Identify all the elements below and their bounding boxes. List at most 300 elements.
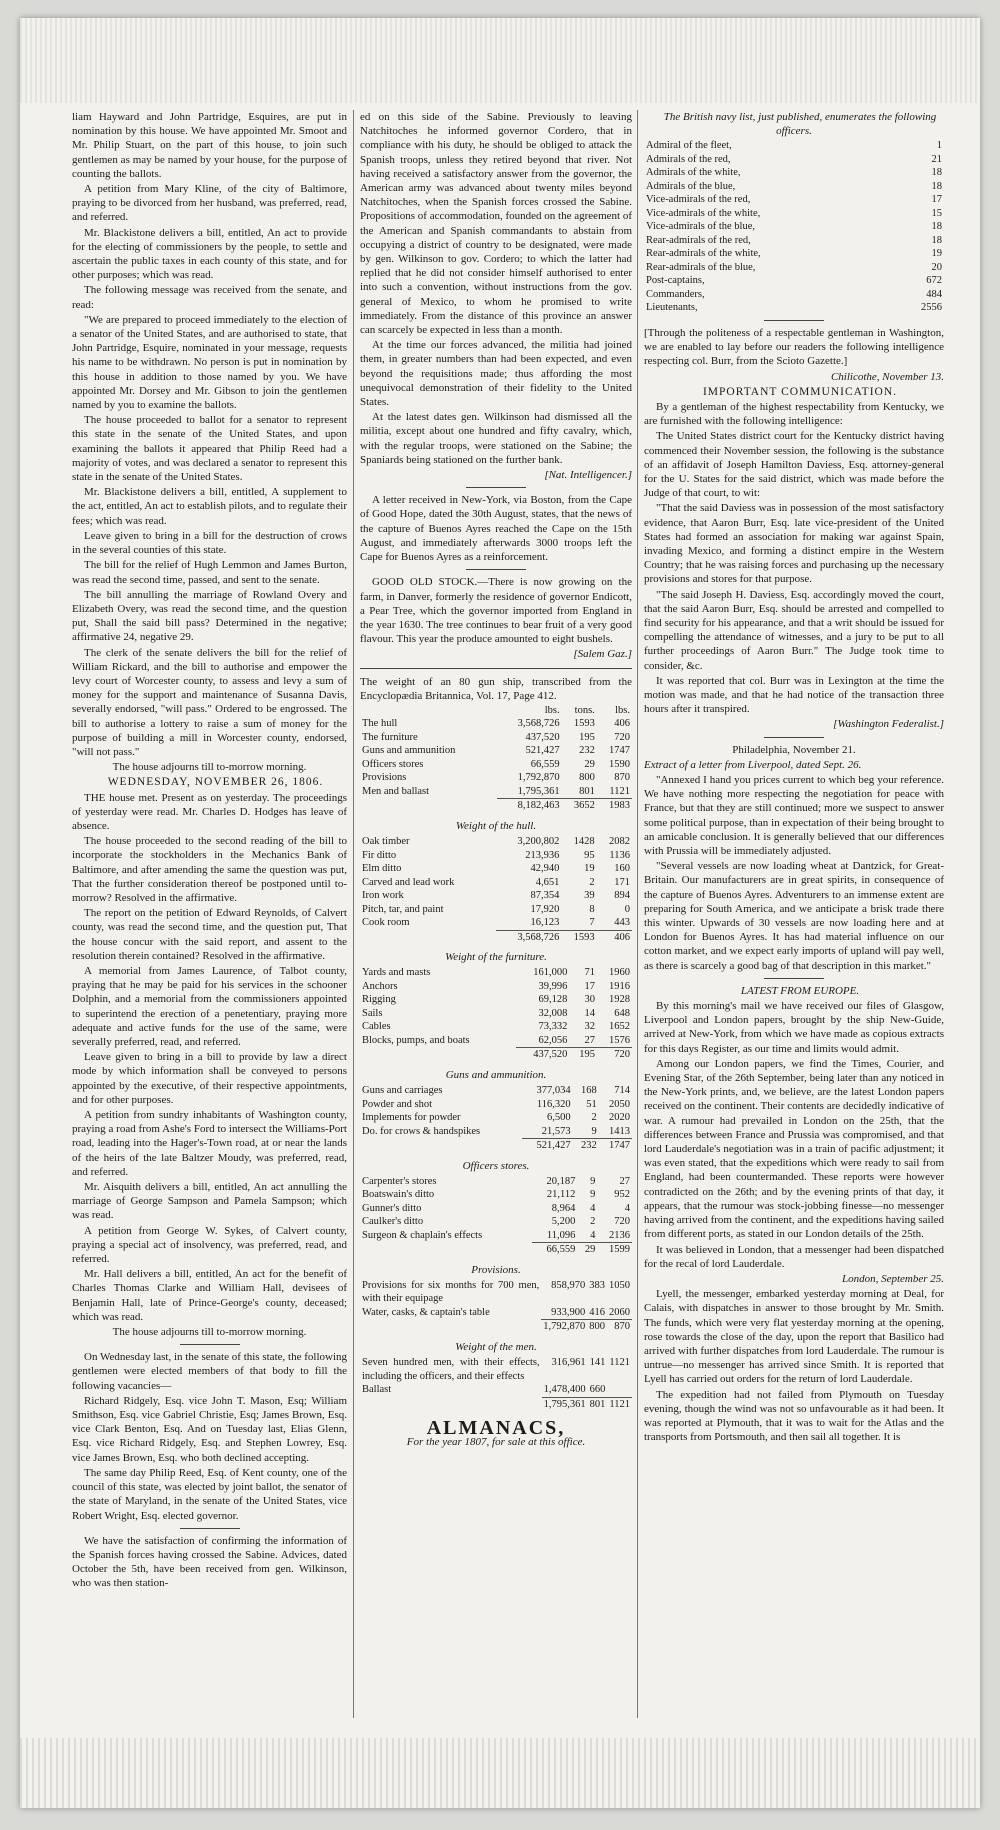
row-label: Guns and carriages (362, 1085, 443, 1097)
row-label: Oak timber (362, 836, 410, 848)
row-value: 4,651 (535, 876, 560, 888)
row-value: 66,559 (530, 758, 560, 770)
paragraph: By a gentleman of the highest respectability from Kentucky, we are furnished with the following intelligence: (644, 400, 944, 428)
row-label: Guns and ammunition (362, 745, 456, 757)
source-credit: [Washington Federalist.] (833, 718, 944, 731)
row-label: Seven hundred men, with their effects, including the officers, and their effects (362, 1357, 540, 1382)
row-value: 232 (579, 745, 595, 757)
navy-list-row (644, 193, 944, 207)
row-value: 71 (584, 967, 596, 979)
row-value: 1928 (609, 994, 630, 1006)
navy-list-intro: The British navy list, just published, enumerates the following officers. (663, 111, 937, 138)
column-header: lbs. (615, 704, 630, 716)
divider (466, 569, 526, 570)
paragraph: Among our London papers, we find the Times, Courier, and Evening Star, of the 26th September, being later than any noticed in the New-York prints, and, we believe, are the latest London papers received on the continent. Their contents are decidedly indicative of war. A rumour had prevailed in London on the 25th, that the differences between France and Prussia was compromised, and that lord Lauderdale's negotiation was in a train of pacific adjustment; it was even stated, that the expeditions which were ready to sail from England, had been countermanded. These reports were however contradicted on the 26th; and by the evening prints of that day, it appears, that the rumour was stock-jobbing finesse—no messenger having arrived from the continent, and the expeditions having sailed from different ports, as stated in our London details of the 25th. (644, 1057, 944, 1241)
total-value: 1121 (609, 1398, 630, 1410)
table-row (360, 966, 632, 980)
source-credit: [Salem Gaz.] (573, 648, 632, 661)
row-value: 21,573 (541, 1125, 571, 1137)
rank-label: Post-captains, (646, 275, 705, 287)
rank-count: 1 (936, 140, 942, 152)
row-value: 1428 (573, 836, 595, 848)
row-label (360, 1139, 522, 1153)
row-value: 933,900 (551, 1306, 586, 1318)
table-row (360, 876, 632, 890)
rank-label: Commanders, (646, 288, 705, 300)
table-row (360, 731, 632, 745)
row-value: 16,123 (530, 917, 560, 929)
paragraph: Lyell, the messenger, embarked yesterday morning at Deal, for Calais, with dispatches in answer to those brought by Mr. Smith. The funds, which were very flat yesterday morning at the opening, rose towards the close of the day, upon the report that Basilico had arrived with further dispatches from lord Lauderdale. The rumour is untrue—no messenger has arrived since Smith. It is reported that Lyell has carried out orders for the return of lord Lauderdale. (644, 1288, 944, 1386)
newspaper-page (20, 18, 980, 1808)
rank-count: 18 (931, 221, 942, 233)
row-value: 443 (614, 917, 630, 929)
total-value: 870 (607, 1320, 632, 1334)
advertisement-title: ALMANACS, (426, 1417, 566, 1440)
column-rule (637, 110, 638, 1718)
row-label (360, 1243, 532, 1257)
row-value: 800 (579, 772, 595, 784)
extract-heading: Extract of a letter from Liverpool, dated Sept. 26. (644, 758, 862, 771)
row-value: 8 (589, 903, 595, 915)
paragraph: "That the said Daviess was in possession of the most satisfactory evidence, that Aaron Burr, Esq. late vice-president of the United States had formed an association for making war against Spain, invading Mexico, and forming a distinct empire in the Western Country; that he was raising forces and purchasing up the necessary provisions and stores for that purpose. (644, 502, 944, 586)
row-value: 2 (589, 876, 595, 888)
table-row (360, 1383, 632, 1397)
row-value: 32,008 (538, 1007, 568, 1019)
row-value (607, 1383, 632, 1397)
row-label (360, 930, 496, 944)
total-value: 1593 (561, 930, 596, 944)
paragraph: ed on this side of the Sabine. Previously to leaving Natchitoches he informed governor Cordero, that in compliance with his duty, he should be obliged to attack the Spanish troops, unless they retired beyond that river. Not having received a satisfactory answer from the governor, the American army was advanced about twenty miles beyond Natchitoches, when the Spanish forces crossed the Sabine. Propositions of accommodation, founded on the agreement of the American and Spanish commandants to abstain from occupying a district of country to be designated, were made by gen. Wilkinson to gov. Cordero; to which the latter had replied that he did not consider himself authorised to enter into such a convention, without instructions from the gov. general of Mexico, to whom he promised to write immediately. From the distance of this province an answer can scarcely be expected in less than a month. (360, 111, 632, 337)
row-value: 316,961 (551, 1357, 586, 1369)
total-value: 720 (597, 1048, 632, 1062)
row-value: 1413 (609, 1125, 630, 1137)
row-label: Iron work (362, 890, 404, 902)
paragraph: By this morning's mail we have received our files of Glasgow, Liverpool and London papers, brought by the ship New-Guide, arrived at New-York, from which we have made as copious extracts for this days Register, as our time and limits would admit. (644, 1000, 944, 1055)
row-value: 1121 (609, 785, 630, 797)
paragraph: The following message was received from the senate, and read: (72, 284, 347, 311)
row-value: 406 (614, 718, 630, 730)
divider (764, 978, 824, 979)
row-label: Rigging (362, 994, 396, 1006)
rank-count: 20 (931, 261, 942, 273)
row-value: 87,354 (530, 890, 560, 902)
row-label: Gunner's ditto (362, 1202, 422, 1214)
paragraph: It was reported that col. Burr was in Lexington at the time the motion was made, and that he had notice of the transaction three hours after it transpired. (644, 674, 944, 716)
row-value: 648 (614, 1007, 630, 1019)
row-value: 27 (584, 1034, 596, 1046)
divider (466, 487, 526, 488)
row-value: 20,187 (546, 1175, 576, 1187)
table-section-heading: Weight of the hull. (455, 819, 537, 832)
total-row (360, 1048, 632, 1062)
rank-count: 484 (926, 288, 942, 300)
row-value: 1593 (573, 718, 595, 730)
ship-weight-table (360, 704, 632, 813)
table-row (360, 903, 632, 917)
total-row (360, 930, 632, 944)
navy-list-row (644, 166, 944, 180)
navy-list-row (644, 139, 944, 153)
table-section-heading: Weight of the men. (455, 1340, 537, 1353)
men-table (360, 1356, 632, 1411)
row-value: 11,096 (546, 1229, 576, 1241)
total-value: 29 (577, 1243, 597, 1257)
row-value: 720 (614, 731, 630, 743)
table-row (360, 1034, 632, 1048)
table-row (360, 758, 632, 772)
paragraph: The bill for the relief of Hugh Lemmon and James Burton, was read the second time, passed, and sent to the senate. (72, 559, 347, 586)
row-value: 2082 (609, 836, 630, 848)
row-value: 1590 (609, 758, 630, 770)
paragraph: It was believed in London, that a messenger had been dispatched for the recal of lord Lauderdale. (644, 1243, 944, 1270)
paragraph: A petition from George W. Sykes, of Calvert county, praying a special act of insolvency, was preferred, read, and referred. (72, 1224, 347, 1266)
section-heading: IMPORTANT COMMUNICATION. (702, 385, 898, 398)
row-value: 858,970 (551, 1279, 586, 1291)
advertisement-subtitle: For the year 1807, for sale at this office. (406, 1436, 586, 1449)
row-value: 9 (590, 1189, 596, 1201)
table-row (360, 1098, 632, 1112)
row-value: 3,200,802 (517, 836, 560, 848)
paragraph: A letter received in New-York, via Boston, from the Cape of Good Hope, dated the 30th August, states, that the news of the capture of Buenos Ayres reached the Cape on the 15th August, and immediately afterwards 3000 troops left the Cape for Buenos Ayres as a reinforcement. (360, 494, 632, 564)
table-row (360, 1279, 632, 1306)
column-2 (360, 110, 632, 1450)
row-label: Sails (362, 1007, 383, 1019)
row-value: 1,792,870 (517, 772, 560, 784)
row-label: Surgeon & chaplain's effects (362, 1229, 483, 1241)
table-row (360, 889, 632, 903)
row-value: 4 (590, 1202, 596, 1214)
table-section-heading: Officers stores. (462, 1159, 530, 1172)
row-value: 69,128 (538, 994, 568, 1006)
paragraph: The house adjourns till to-morrow morning. (112, 761, 307, 774)
navy-list-row (644, 288, 944, 302)
total-value: 801 (589, 1398, 606, 1410)
row-value: 1,795,361 (517, 785, 560, 797)
paragraph: The house adjourns till to-morrow morning. (112, 1326, 307, 1339)
total-value: 800 (589, 1321, 605, 1333)
table-section-heading: Weight of the furniture. (445, 951, 547, 964)
rank-count: 2556 (921, 302, 942, 314)
rank-label: Vice-admirals of the red, (646, 194, 751, 206)
row-label: Anchors (362, 980, 398, 992)
row-value: 1960 (609, 967, 630, 979)
row-value: 17 (584, 980, 596, 992)
table-row (360, 849, 632, 863)
navy-list-row (644, 247, 944, 261)
table-row (360, 862, 632, 876)
row-value: 4 (590, 1229, 596, 1241)
navy-list-row (644, 261, 944, 275)
dateline: Chilicothe, November 13. (830, 370, 944, 383)
row-label: Men and ballast (362, 785, 430, 797)
row-value: 2 (590, 1216, 596, 1228)
row-value: 714 (614, 1085, 630, 1097)
table-row (360, 993, 632, 1007)
paragraph: The clerk of the senate delivers the bill for the relief of William Rickard, and the bill to authorise and empower the levy court of Worcester county, to assess and levy a sum of money for the support and maintenance of Susanna Davis, severally endorsed, "will pass." Ordered to be engrossed. The bill to authorise a lottery to raise a sum of money for the purpose of building a mill in Worcester county, endorsed, "will not pass." (72, 646, 347, 758)
row-value: 213,936 (525, 849, 560, 861)
row-value: 95 (584, 849, 595, 861)
row-value: 51 (586, 1098, 597, 1110)
row-value: 27 (619, 1175, 630, 1187)
paragraph: The house proceeded to ballot for a senator to represent this state in the senate of the United States, and upon examining the ballots it appeared that Philip Reed had a majority of votes, and was declared a senator to represent this state in the senate of the United States. (72, 414, 347, 484)
table-row (360, 1215, 632, 1229)
row-value: 1652 (609, 1021, 630, 1033)
row-label (360, 1397, 542, 1411)
row-value: 2050 (609, 1098, 630, 1110)
navy-list-row (644, 207, 944, 221)
row-value: 7 (589, 917, 595, 929)
row-label: Powder and shot (362, 1098, 432, 1110)
row-value: 0 (624, 903, 630, 915)
paragraph: The United States district court for the Kentucky district having commenced their November session, the following is the substance of an affidavit of Joseph Hamilton Daviess, Esq. attorney-general for the U. States for the said district, which was made before the Judge of that court, to wit: (644, 430, 944, 500)
total-value: 406 (597, 930, 632, 944)
row-value: 1747 (609, 745, 630, 757)
row-value: 42,940 (530, 863, 560, 875)
row-value: 171 (614, 876, 630, 888)
paragraph: The same day Philip Reed, Esq. of Kent county, one of the council of this state, was elected by joint ballot, the senator of the state of Maryland, in the senate of the United States, vice Robert Wright, Esq. elected governor. (72, 1466, 347, 1522)
row-label (360, 799, 497, 813)
paragraph: A memorial from James Laurence, of Talbot county, praying that he may be paid for his services in the schooner Dolphin, and a memorial from the commissioners appointed to superintend the erection of a penetentiary, praying more adequate and active funds for the use of the same, were severally preferred, read, and referred. (72, 964, 347, 1048)
row-value: 1121 (609, 1357, 630, 1369)
total-value: 1,795,361 (543, 1398, 586, 1410)
total-value: 1599 (597, 1243, 632, 1257)
paragraph: Richard Ridgely, Esq. vice John T. Mason, Esq; William Smithson, Esq. vice Gabriel Christie, Esq; James Brown, Esq. vice Clark Benton, Esq. And on Tuesday last, Elias Glenn, Esq. vice Richard Ridgely, Esq. and Stephen Lowrey, Esq. vice James Brown, Esq. who both declined accepting. (72, 1394, 347, 1464)
paragraph: "We are prepared to proceed immediately to the election of a senator of the United States, and are authorised to state, that John Partridge, Esquire, nominated in your message, requests his name to be withdrawn. No person is put in nomination by this house in addition to those named by you. We have appointed Mr. Dorsey and Mr. Gibson to join the gentlemen named by you to examine the ballots. (72, 313, 347, 412)
paragraph: Mr. Aisquith delivers a bill, entitled, An act annulling the marriage of George Sampson and Pamela Sampson; which was read. (72, 1181, 347, 1222)
row-label (360, 1320, 541, 1334)
table-row (360, 771, 632, 785)
rank-count: 672 (926, 275, 942, 287)
row-value: 9 (591, 1125, 597, 1137)
row-label (360, 1048, 516, 1062)
row-label: Officers stores (362, 758, 424, 770)
row-value: 73,332 (538, 1021, 568, 1033)
row-value: 30 (584, 994, 596, 1006)
source-credit: [Nat. Intelligencer.] (544, 469, 632, 482)
table-row (360, 1084, 632, 1098)
row-value: 29 (584, 758, 595, 770)
paragraph: "Several vessels are now loading wheat at Dantzick, for Great-Britain. Our manufacturers are in great spirits, in consequence of the capture of Buenos Ayres. Adventurers to an immense extent are preparing for South America, and we anticipate a brisk trade there this winter. Upwards of 30 vessels are now loading here and at London for Buenos Ayres. It has had material influence on our cotton market, and we expect early imports of upland will pay well, as there is scarcely a good bag of that description in this market." (644, 860, 944, 972)
table-row (360, 980, 632, 994)
row-value: 6,500 (546, 1112, 571, 1124)
table-row (360, 1188, 632, 1202)
table-row (360, 744, 632, 758)
total-row (360, 799, 632, 813)
rank-count: 21 (931, 153, 942, 165)
row-value: 19 (584, 863, 595, 875)
row-label: Ballast (362, 1384, 392, 1396)
ship-table-intro: The weight of an 80 gun ship, transcribed from the Encyclopædia Britannica, Vol. 17, Page 412. (360, 675, 632, 702)
row-value: 2136 (609, 1229, 630, 1241)
paragraph: The report on the petition of Edward Reynolds, of Calvert county, was read the second time, and the question put, That the house concur with the said report, and assent to the resolution therein contained? Resolved in the affirmative. (72, 907, 347, 962)
table-row (360, 1111, 632, 1125)
divider (180, 1344, 240, 1345)
navy-list-row (644, 274, 944, 288)
row-value: 801 (579, 785, 595, 797)
row-value: 720 (614, 1216, 630, 1228)
divider (764, 320, 824, 321)
paragraph: The expedition had not failed from Plymouth on Tuesday evening, though the wind was not so unfavourable as it had been. It was reported at Plymouth, that it was to wait for the Atlas and the transports from Portsmouth, and then sail all together. It is (644, 1388, 944, 1444)
row-value: 1,478,400 (543, 1384, 586, 1396)
row-label: Fir ditto (362, 849, 397, 861)
total-value: 3,568,726 (496, 930, 561, 944)
table-row (360, 785, 632, 799)
paragraph: THE house met. Present as on yesterday. The proceedings of yesterday were read. Mr. Charles D. Hodges has leave of absence. (72, 791, 347, 832)
paragraph: On Wednesday last, in the senate of this state, the following gentlemen were elected members of that body to fill the following vacancies— (72, 1351, 347, 1392)
rank-label: Admiral of the fleet, (646, 140, 732, 152)
total-row (360, 1320, 632, 1334)
row-label: Provisions (362, 772, 407, 784)
row-value: 14 (584, 1007, 596, 1019)
paragraph: We have the satisfaction of confirming the information of the Spanish forces having crossed the Sabine. Advices, dated October the 5th, have been received from gen. Wilkinson, who was then station- (72, 1534, 347, 1590)
paragraph: GOOD OLD STOCK.—There is now growing on the farm, in Danver, formerly the residence of governor Endicott, a Pear Tree, which the governor imported from England in the year 1630. The tree continues to bear fruit of a very good flavour. This year the produce amounted to eight bushels. (360, 576, 632, 646)
row-value: 116,320 (536, 1098, 571, 1110)
row-label: Yards and masts (362, 967, 431, 979)
dateline: London, September 25. (841, 1272, 944, 1285)
table-row (360, 835, 632, 849)
row-value: 161,000 (533, 967, 568, 979)
row-value: 1576 (609, 1034, 630, 1046)
row-label: Cook room (362, 917, 410, 929)
row-value: 1050 (609, 1279, 630, 1291)
rank-count: 18 (931, 234, 942, 246)
row-label: Blocks, pumps, and boats (362, 1034, 470, 1046)
paragraph: At the time our forces advanced, the militia had joined them, in greater numbers than had been expected, and even beyond the requisitions made; thus affording the most unequivocal demonstration of their fidelity to the United States. (360, 339, 632, 409)
rank-label: Admirals of the white, (646, 167, 741, 179)
row-value: 1136 (609, 849, 630, 861)
paragraph: The bill annulling the marriage of Rowland Overy and Elizabeth Overy, was read the second time, and the question put, Shall the said bill pass? Determined in the negative; affirmative 24, negative 29. (72, 588, 347, 644)
row-label: Caulker's ditto (362, 1216, 424, 1228)
total-value: 1747 (599, 1139, 632, 1153)
row-label: Cables (362, 1021, 391, 1033)
row-value: 39 (584, 890, 595, 902)
rank-label: Lieutenants, (646, 302, 698, 314)
table-row (360, 1306, 632, 1320)
column-rule (353, 110, 354, 1718)
row-label: Water, casks, & captain's table (362, 1306, 490, 1318)
paragraph: "The said Joseph H. Daviess, Esq. accordingly moved the court, that the said Aaron Burr, Esq. should be arrested and compelled to find security for his appearance, and that a writ should be issued for compelling the attendance of witnesses, and a jury to be put to all further proceedings of Aaron Burr." The Judge took time to consider, &c. (644, 588, 944, 672)
total-row (360, 1397, 632, 1411)
table-section-heading: Guns and ammunition. (445, 1068, 547, 1081)
row-value: 952 (614, 1189, 630, 1201)
paragraph: "Annexed I hand you prices current to which beg your reference. We have nothing more respecting the negotiation for peace with France, but that they are still continued; more we suspect to answer some political purpose, than in expectation of their being brought to an amicable conclusion. It is generally believed that our differences with Prussia will be immediately adjusted. (644, 774, 944, 858)
row-value: 2060 (609, 1306, 630, 1318)
total-value: 3652 (562, 799, 597, 813)
divider (764, 737, 824, 738)
table-row (360, 1356, 632, 1383)
paragraph: Mr. Blackistone delivers a bill, entitled, An act to provide for the electing of commissioners by the people, to settle and ascertain the public taxes in each county of this state, and for other purposes; which was read. (72, 226, 347, 282)
navy-list-row (644, 220, 944, 234)
section-heading: LATEST FROM EUROPE. (740, 984, 860, 997)
total-value: 8,182,463 (497, 799, 562, 813)
rank-count: 19 (931, 248, 942, 260)
paragraph: Leave given to bring in a bill for the destruction of crows in the several counties of this state. (72, 529, 347, 557)
table-row (360, 916, 632, 930)
guns-table (360, 1084, 632, 1153)
rank-label: Admirals of the red, (646, 153, 731, 165)
row-value: 9 (590, 1175, 596, 1187)
rank-label: Admirals of the blue, (646, 180, 736, 192)
paragraph: A petition from sundry inhabitants of Washington county, praying a road from Ashe's Ford to intersect the Williams-Port road, leading into the Hager's-Town road, at or near the lands of the heirs of the late Baltzer Moudy, was preferred, read, and referred. (72, 1109, 347, 1178)
row-value: 416 (589, 1306, 605, 1318)
navy-list-table (644, 139, 944, 315)
provisions-table (360, 1279, 632, 1334)
row-value: 437,520 (525, 731, 560, 743)
row-value: 5,200 (551, 1216, 576, 1228)
paragraph: A petition from Mary Kline, of the city of Baltimore, praying to be divorced from her husband, was preferred, read, and referred. (72, 183, 347, 224)
rank-count: 15 (931, 207, 942, 219)
total-value: 1,792,870 (543, 1321, 586, 1333)
row-label: Do. for crows & handspikes (362, 1125, 481, 1137)
navy-list-row (644, 234, 944, 248)
rank-label: Rear-admirals of the blue, (646, 261, 756, 273)
rank-label: Vice-admirals of the blue, (646, 221, 755, 233)
rank-count: 18 (931, 167, 942, 179)
table-row (360, 1175, 632, 1189)
officers-table (360, 1175, 632, 1257)
row-value: 2 (591, 1112, 597, 1124)
divider (180, 1528, 240, 1529)
paragraph: The house proceeded to the second reading of the bill to incorporate the stockholders in the Mechanics Bank of Baltimore, and after amending the same the question was put, That the further consideration thereof be postponed until to-morrow? Resolved in the affirmative. (72, 835, 347, 904)
total-value: 232 (573, 1139, 599, 1153)
total-value: 437,520 (516, 1048, 569, 1062)
row-value: 160 (614, 863, 630, 875)
date-heading: WEDNESDAY, NOVEMBER 26, 1806. (107, 776, 324, 789)
total-value: 1983 (597, 799, 632, 813)
row-label: Carpenter's stores (362, 1175, 437, 1187)
row-label: Boatswain's ditto (362, 1189, 435, 1201)
table-row (360, 1202, 632, 1216)
total-row (360, 1243, 632, 1257)
total-value: 195 (569, 1048, 597, 1062)
column-header: lbs. (544, 704, 560, 716)
total-value: 66,559 (532, 1243, 577, 1257)
column-header: tons. (574, 704, 595, 716)
row-value: 195 (579, 731, 595, 743)
row-value: 141 (589, 1357, 606, 1369)
table-row (360, 1125, 632, 1139)
rank-label: Vice-admirals of the white, (646, 207, 761, 219)
navy-list-row (644, 180, 944, 194)
paragraph: Leave given to bring in a bill to provide by law a direct mode by which information shall be conveyed to persons appointed by the executive, of their respective appointments, and for other purposes. (72, 1051, 347, 1106)
row-label: The hull (362, 718, 398, 730)
paragraph: At the latest dates gen. Wilkinson had dismissed all the militia, except about one hundred and fifty cavalry, which, with the regular troops, were stationed on the Sabine; the Spaniards being stationed on the further bank. (360, 411, 632, 466)
row-value: 894 (614, 890, 630, 902)
table-section-heading: Provisions. (471, 1263, 521, 1276)
row-label: Carved and lead work (362, 876, 455, 888)
rank-label: Rear-admirals of the white, (646, 248, 761, 260)
table-row (360, 1229, 632, 1243)
divider (360, 668, 632, 669)
table-row (360, 717, 632, 731)
row-value: 2020 (609, 1112, 630, 1124)
rank-label: Rear-admirals of the red, (646, 234, 751, 246)
total-value: 521,427 (522, 1139, 573, 1153)
row-value: 168 (581, 1085, 597, 1097)
dateline: Philadelphia, November 21. (732, 743, 856, 756)
table-row (360, 1007, 632, 1021)
paragraph: liam Hayward and John Partridge, Esquires, are put in nomination by this house. We have appointed Mr. Smoot and Mr. Philip Stuart, on the part of this house, to join such gentlemen as may be named by your house, for the purpose of counting the ballots. (72, 111, 347, 180)
paragraph: [Through the politeness of a respectable gentleman in Washington, we are enabled to lay before our readers the following intelligence respecting col. Burr, from the Scioto Gazette.] (644, 326, 944, 368)
row-label: Provisions for six months for 700 men, with their equipage (362, 1279, 540, 1305)
total-row (360, 1139, 632, 1153)
column-1 (72, 110, 347, 1592)
row-value: 3,568,726 (517, 718, 560, 730)
row-value: 521,427 (525, 745, 560, 757)
row-value: 1916 (609, 980, 630, 992)
row-label: Implements for powder (362, 1112, 461, 1124)
furniture-table (360, 966, 632, 1062)
